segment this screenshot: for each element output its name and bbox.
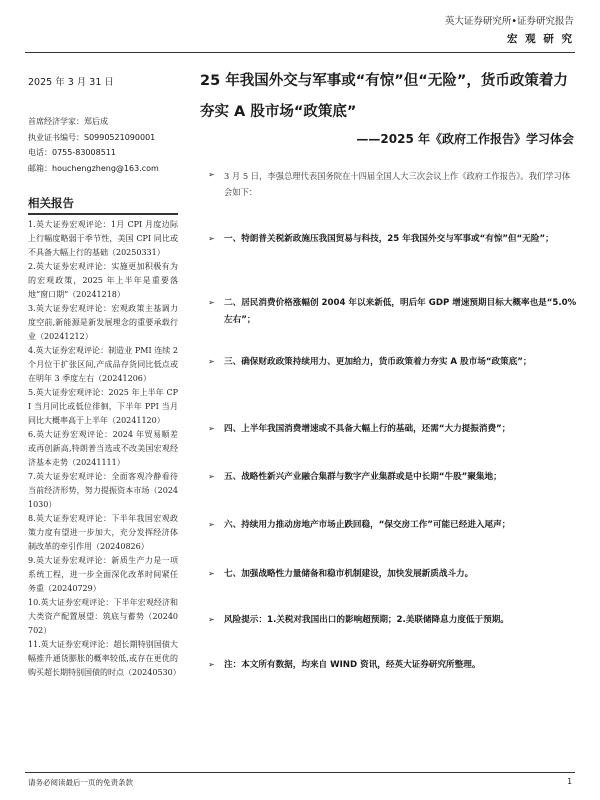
related-report-item[interactable]: 6.英大证券宏观评论：2024 年贸易顺差或再创新高,特朗普当选或不改美国宏观经济基本走势（20241111） [28,430,178,467]
data-source-note: 注：本文所有数据，均来自 WIND 资讯，经英大证券研究所整理。 [224,660,481,670]
bullet-icon: ➢ [208,472,215,481]
related-report-item[interactable]: 9.英大证券宏观评论：新质生产力是一项系统工程，进一步全面深化改革时间紧任务重（20240729） [28,556,178,593]
bullet-icon: ➢ [208,520,215,529]
related-report-item[interactable]: 5.英大证券宏观评论：2025 年上半年 CPI 当月同比或低位徘徊，下半年 PPI 当月同比大概率高于上半年（20241120） [28,388,178,425]
license-number: 执业证书编号：S0990521090001 [28,132,156,142]
key-point-6: 六、持续用力推动房地产市场止跌回稳，“保交房工作”可能已经进入尾声； [224,520,511,530]
key-point-4: 四、上半年我国消费增速或不具备大幅上行的基础，还需“大力提振消费”； [224,424,511,434]
key-point-5: 五、战略性新兴产业融合集群与数字产业集群或是中长期“牛股”聚集地； [224,472,502,482]
phone-number: 电话：0755-83008511 [28,148,116,157]
report-header [445,15,574,46]
related-reports-divider [28,213,178,215]
related-report-item[interactable]: 4.英大证券宏观评论：制造业 PMI 连续 2 个月位于扩张区间,产成品存货同比低点或在明年 3 季度左右（20241206） [28,346,178,383]
intro-paragraph: 3 月 5 日，李强总理代表国务院在十四届全国人大三次会议上作《政府工作报告》。我们学习体会如下： [224,171,571,197]
related-report-item[interactable]: 3.英大证券宏观评论：宏观政策主基调力度空前,新能源是新发展理念的重要承载行业（20241212） [28,304,178,341]
key-point-1: 一、特朗普关税新政施压我国贸易与科技，25 年我国外交与军事或“有惊”但“无险”； [224,234,554,244]
header-org: 英大证券研究所•证券研究报告 [444,16,574,27]
analyst-contact [28,114,159,176]
bullet-icon: ➢ [208,660,215,669]
report-title: 25 年我国外交与军事或“有惊”但“无险”，货币政策着力夯实 A 股市场“政策底” [200,73,568,120]
related-report-item[interactable]: 7.英大证券宏观评论：全面客观冷静看待当前经济形势，努力提振资本市场（20241030） [28,472,178,509]
related-report-item[interactable]: 1.英大证券宏观评论：1月 CPI 月度边际上行幅度略弱于季节性，美国 CPI 同比或不具备大幅上行的基础（20250331） [28,220,178,257]
report-date: 2025 年 3 月 31 日 [28,77,114,88]
analyst-name: 首席经济学家：郑后成 [28,117,108,126]
bullet-icon: ➢ [208,615,215,624]
key-point-3: 三、确保财政政策持续用力、更加给力，货币政策着力夯实 A 股市场“政策底”； [224,357,532,367]
related-report-item[interactable]: 10.英大证券宏观评论：下半年宏观经济和大类资产配置展望：筑底与蓄势（20240702） [28,598,178,635]
report-subtitle: ——2025 年《政府工作报告》学习体会 [356,132,574,146]
bullet-icon: ➢ [208,357,215,366]
bullet-icon: ➢ [208,569,215,578]
bullet-icon: ➢ [208,234,215,243]
bullet-icon: ➢ [208,424,215,433]
related-reports-title: 相关报告 [28,196,74,210]
page-number: 1 [567,777,572,786]
related-report-item[interactable]: 2.英大证券宏观评论：实施更加积极有为的宏观政策，2025 年上半年是重要落地“窗口期”（20241218） [28,262,178,299]
header-section: 宏 观 研 究 [507,33,574,45]
key-point-7: 七、加强战略性力量储备和稳市机制建设，加快发展新质战斗力。 [224,569,474,579]
related-reports-list [28,218,181,680]
header-divider [25,52,575,53]
related-report-item[interactable]: 11.英大证券宏观评论：超长期特别国债大幅推升通货膨胀的概率较低,或存在更优的购买超长期特别国债的时点（20240530） [28,640,181,677]
disclaimer-notice: 请务必阅读最后一页的免责条款 [28,778,133,787]
bullet-icon: ➢ [208,298,215,307]
key-point-2: 二、居民消费价格涨幅创 2004 年以来新低，明后年 GDP 增速预期目标大概率也是“5.0%左右”； [224,298,577,325]
footer-divider [25,772,575,773]
bullet-icon: ➢ [208,170,215,179]
risk-warning: 风险提示：1.关税对我国出口的影响超预期；2.美联储降息力度低于预期。 [224,615,509,625]
email-address[interactable]: 邮箱：houchengzheng@163.com [28,163,159,173]
related-report-item[interactable]: 8.英大证券宏观评论：下半年我国宏观政策力度有望进一步加大，充分发挥经济体制改革的牵引作用（20240826） [28,514,178,551]
